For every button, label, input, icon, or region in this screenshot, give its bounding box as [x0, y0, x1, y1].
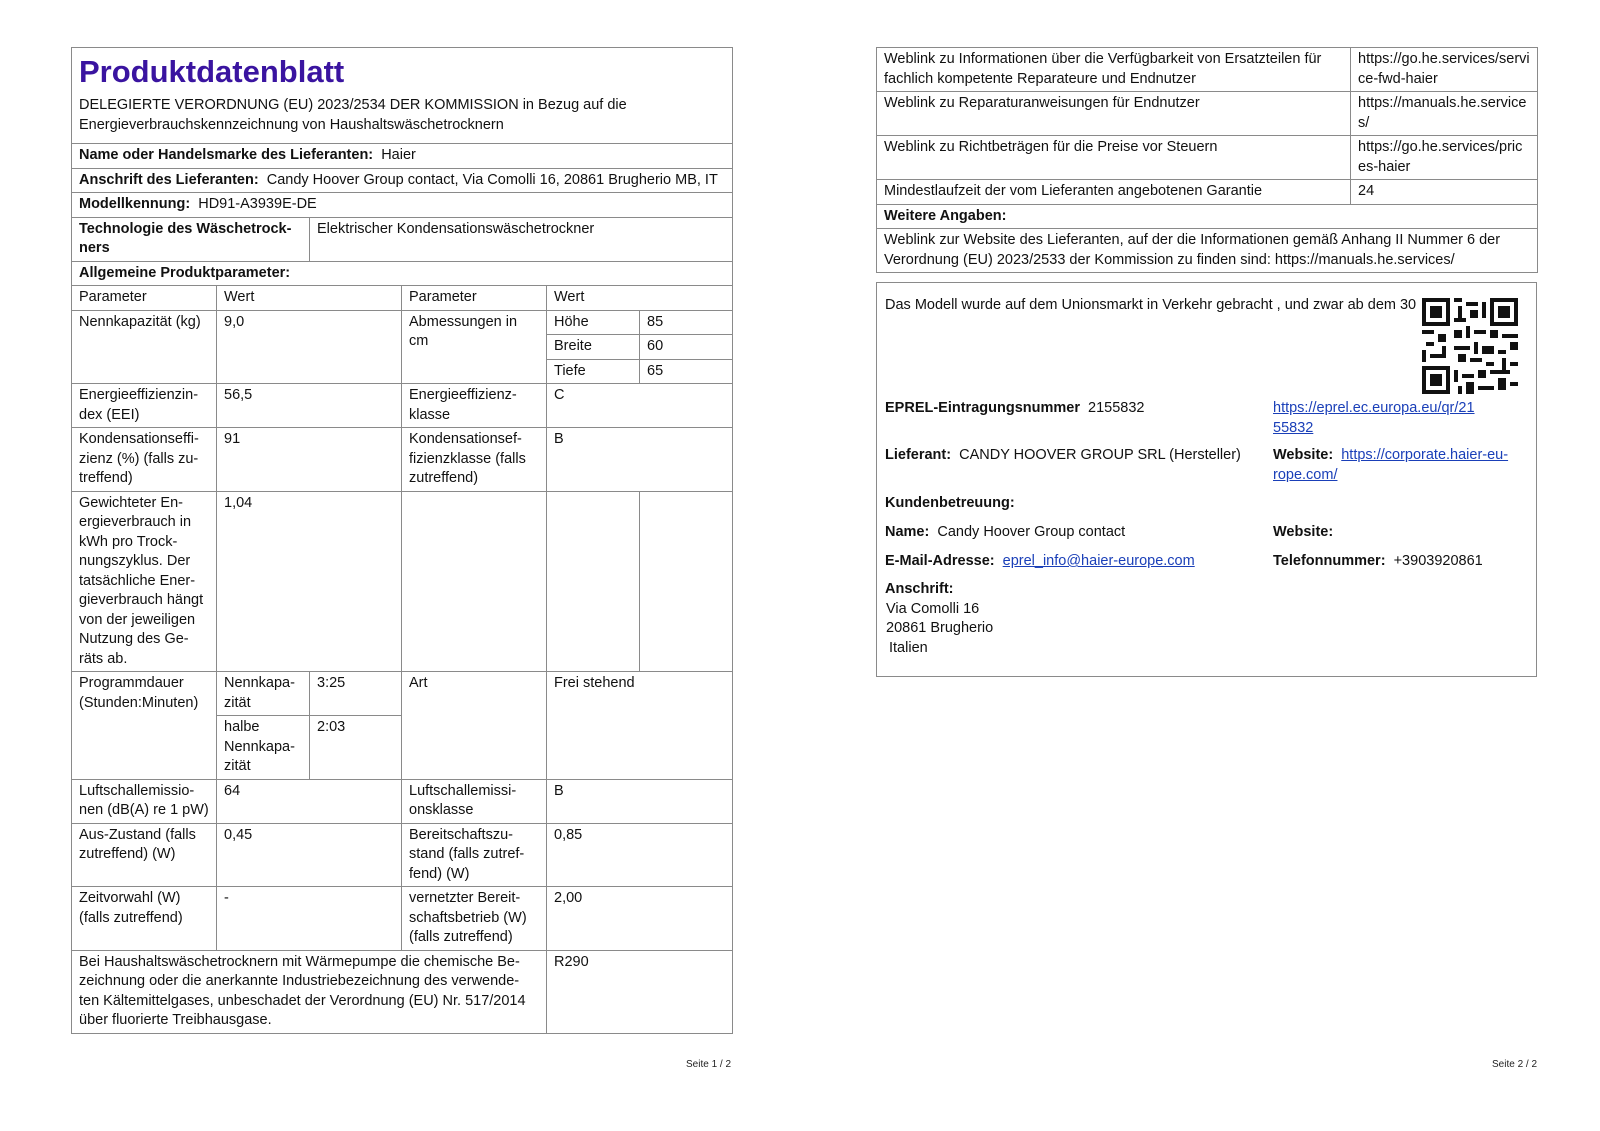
phone-value: +3903920861 — [1393, 553, 1483, 569]
dimensions-label: Abmessungen in cm — [402, 310, 547, 384]
eprel-link[interactable] — [1273, 399, 1475, 438]
prices-label: Weblink zu Richtbeträgen für die Preise vor Steuern — [877, 136, 1351, 180]
more-info-label: Weitere Angaben: — [877, 204, 1538, 229]
warranty-value: 24 — [1351, 180, 1538, 205]
supplier-value: CANDY HOOVER GROUP SRL (Hersteller) — [959, 447, 1241, 463]
standby-label: Bereitschaftszu-stand (falls zutref-fend) (W) — [402, 823, 547, 887]
website-link-line2[interactable]: rope.com/ — [1273, 466, 1338, 483]
duration-half-value: 2:03 — [310, 716, 402, 780]
website2-label: Website: — [1273, 524, 1334, 540]
more-info-text: Weblink zur Website des Lieferanten, auf der die Informationen gemäß Anhang II Nummer 6 der Verordnung (EU) 2023/2533 der Kommission zu finden sind: https://manuals.he.services/ — [877, 229, 1538, 273]
phone-label: Telefonnummer: — [1273, 553, 1386, 569]
website-label: Website: — [1273, 447, 1334, 463]
empty-cell — [640, 491, 733, 672]
repair-link[interactable]: https://manuals.he.services/ — [1351, 92, 1538, 136]
address-value: Candy Hoover Group contact, Via Comolli 16, 20861 Brugherio MB, IT — [266, 171, 718, 188]
program-duration-label: Programmdauer (Stunden:Minuten) — [72, 672, 217, 780]
page-number: Seite 1 / 2 — [686, 1059, 732, 1070]
noise-class-label: Luftschallemissi-onsklasse — [402, 779, 547, 823]
address-label: Anschrift des Lieferanten: — [79, 171, 259, 188]
eprel-value: 2155832 — [1088, 400, 1145, 416]
energy-class-value: C — [547, 384, 733, 428]
depth-value: 65 — [640, 359, 733, 384]
column-header-parameter: Parameter — [402, 286, 547, 311]
eprel-label: EPREL-Eintragungsnummer — [885, 400, 1080, 416]
weighted-energy-label: Gewichteter En-ergieverbrauch in kWh pro Trock-nungszyklus. Der tatsächliche Ener-gieverbrauch hängt von der jeweiligen Nutzung des Ge-räts ab. — [72, 491, 217, 672]
contact-address-line1: Via Comolli 16 — [886, 600, 980, 617]
off-mode-label: Aus-Zustand (falls zutreffend) (W) — [72, 823, 217, 887]
market-text: Das Modell wurde auf dem Unionsmarkt in Verkehr gebracht , und zwar ab dem 30 — [885, 297, 1417, 313]
product-data-sheet — [71, 47, 733, 1034]
regulation-text: DELEGIERTE VERORDNUNG (EU) 2023/2534 DER KOMMISSION in Bezug auf die Energieverbrauchskennzeichnung von Haushaltswäschetrocknern — [79, 97, 627, 133]
refrigerant-label: Bei Haushaltswäschetrocknern mit Wärmepumpe die chemische Be-zeichnung oder die anerkannte Industriebezeichnung des verwende-ten Kältemittelgases, unbeschadet der Verordnung (EU) Nr. 517/2014 über fluorierte Treibhausgase. — [72, 950, 547, 1033]
condensation-class-value: B — [547, 428, 733, 492]
height-label: Höhe — [547, 310, 640, 335]
supplier-label: Name oder Handelsmarke des Lieferanten: — [79, 147, 374, 163]
standby-value: 0,85 — [547, 823, 733, 887]
condensation-efficiency-label: Kondensationseffi-zienz (%) (falls zu-treffend) — [72, 428, 217, 492]
eprel-info-box — [876, 282, 1537, 677]
supplier-value: Haier — [381, 147, 416, 163]
noise-label: Luftschallemissio-nen (dB(A) re 1 pW) — [72, 779, 217, 823]
page-number: Seite 2 / 2 — [1492, 1059, 1538, 1070]
off-mode-value: 0,45 — [217, 823, 402, 887]
prices-link[interactable]: https://go.he.services/prices-haier — [1351, 136, 1538, 180]
service-info-sheet — [876, 47, 1538, 273]
warranty-label: Mindestlaufzeit der vom Lieferanten angebotenen Garantie — [877, 180, 1351, 205]
qr-code-icon[interactable] — [1422, 298, 1518, 394]
weighted-energy-value: 1,04 — [217, 491, 402, 672]
condensation-efficiency-value: 91 — [217, 428, 402, 492]
eprel-link-line2[interactable]: 55832 — [1273, 419, 1314, 436]
eei-label: Energieeffizienzin-dex (EEI) — [72, 384, 217, 428]
general-parameters-label: Allgemeine Produktparameter: — [72, 261, 733, 286]
contact-address-line2: 20861 Brugherio — [886, 620, 994, 636]
product-data-table — [71, 47, 733, 1034]
delay-start-value: - — [217, 887, 402, 951]
column-header-parameter: Parameter — [72, 286, 217, 311]
email-label: E-Mail-Adresse: — [885, 553, 995, 569]
contact-address-label: Anschrift: — [885, 581, 954, 597]
condensation-class-label: Kondensationsef-fizienzklasse (falls zutreffend) — [402, 428, 547, 492]
capacity-value: 9,0 — [217, 310, 402, 384]
sheet-title: Produktdatenblatt — [79, 54, 345, 89]
refrigerant-value: R290 — [547, 950, 733, 1033]
height-value: 85 — [640, 310, 733, 335]
width-value: 60 — [640, 335, 733, 360]
type-label: Art — [402, 672, 547, 780]
empty-cell — [402, 491, 547, 672]
email-link[interactable]: eprel_info@haier-europe.com — [1002, 553, 1195, 569]
duration-full-value: 3:25 — [310, 672, 402, 716]
delay-start-label: Zeitvorwahl (W) (falls zutreffend) — [72, 887, 217, 951]
name-label: Name: — [885, 524, 930, 540]
duration-full-label: Nennkapa-zität — [217, 672, 310, 716]
network-standby-value: 2,00 — [547, 887, 733, 951]
technology-label: Technologie des Wäschetrock-ners — [72, 217, 310, 261]
model-value: HD91-A3939E-DE — [198, 196, 317, 212]
network-standby-label: vernetzter Bereit-schaftsbetrieb (W) (falls zutreffend) — [402, 887, 547, 951]
spare-parts-label: Weblink zu Informationen über die Verfügbarkeit von Ersatzteilen für fachlich kompetente Reparateure und Endnutzer — [877, 48, 1351, 92]
eei-value: 56,5 — [217, 384, 402, 428]
technology-value: Elektrischer Kondensationswäschetrockner — [310, 217, 733, 261]
customer-service-label: Kundenbetreuung: — [885, 495, 1015, 511]
service-info-table — [876, 47, 1538, 273]
energy-class-label: Energieeffizienz-klasse — [402, 384, 547, 428]
spare-parts-link[interactable]: https://go.he.services/service-fwd-haier — [1351, 48, 1538, 92]
model-label: Modellkennung: — [79, 196, 191, 212]
column-header-value: Wert — [547, 286, 733, 311]
supplier-label: Lieferant: — [885, 447, 952, 463]
column-header-value: Wert — [217, 286, 402, 311]
name-value: Candy Hoover Group contact — [937, 524, 1126, 540]
noise-value: 64 — [217, 779, 402, 823]
website-link-line1[interactable]: https://corporate.haier-eu- — [1341, 447, 1509, 463]
eprel-link-line1[interactable]: https://eprel.ec.europa.eu/qr/21 — [1273, 400, 1475, 416]
width-label: Breite — [547, 335, 640, 360]
empty-cell — [547, 491, 640, 672]
contact-address-line3: Italien — [889, 639, 928, 656]
noise-class-value: B — [547, 779, 733, 823]
repair-label: Weblink zu Reparaturanweisungen für Endnutzer — [877, 92, 1351, 136]
depth-label: Tiefe — [547, 359, 640, 384]
type-value: Frei stehend — [547, 672, 733, 780]
capacity-label: Nennkapazität (kg) — [72, 310, 217, 384]
duration-half-label: halbe Nennkapa-zität — [217, 716, 310, 780]
